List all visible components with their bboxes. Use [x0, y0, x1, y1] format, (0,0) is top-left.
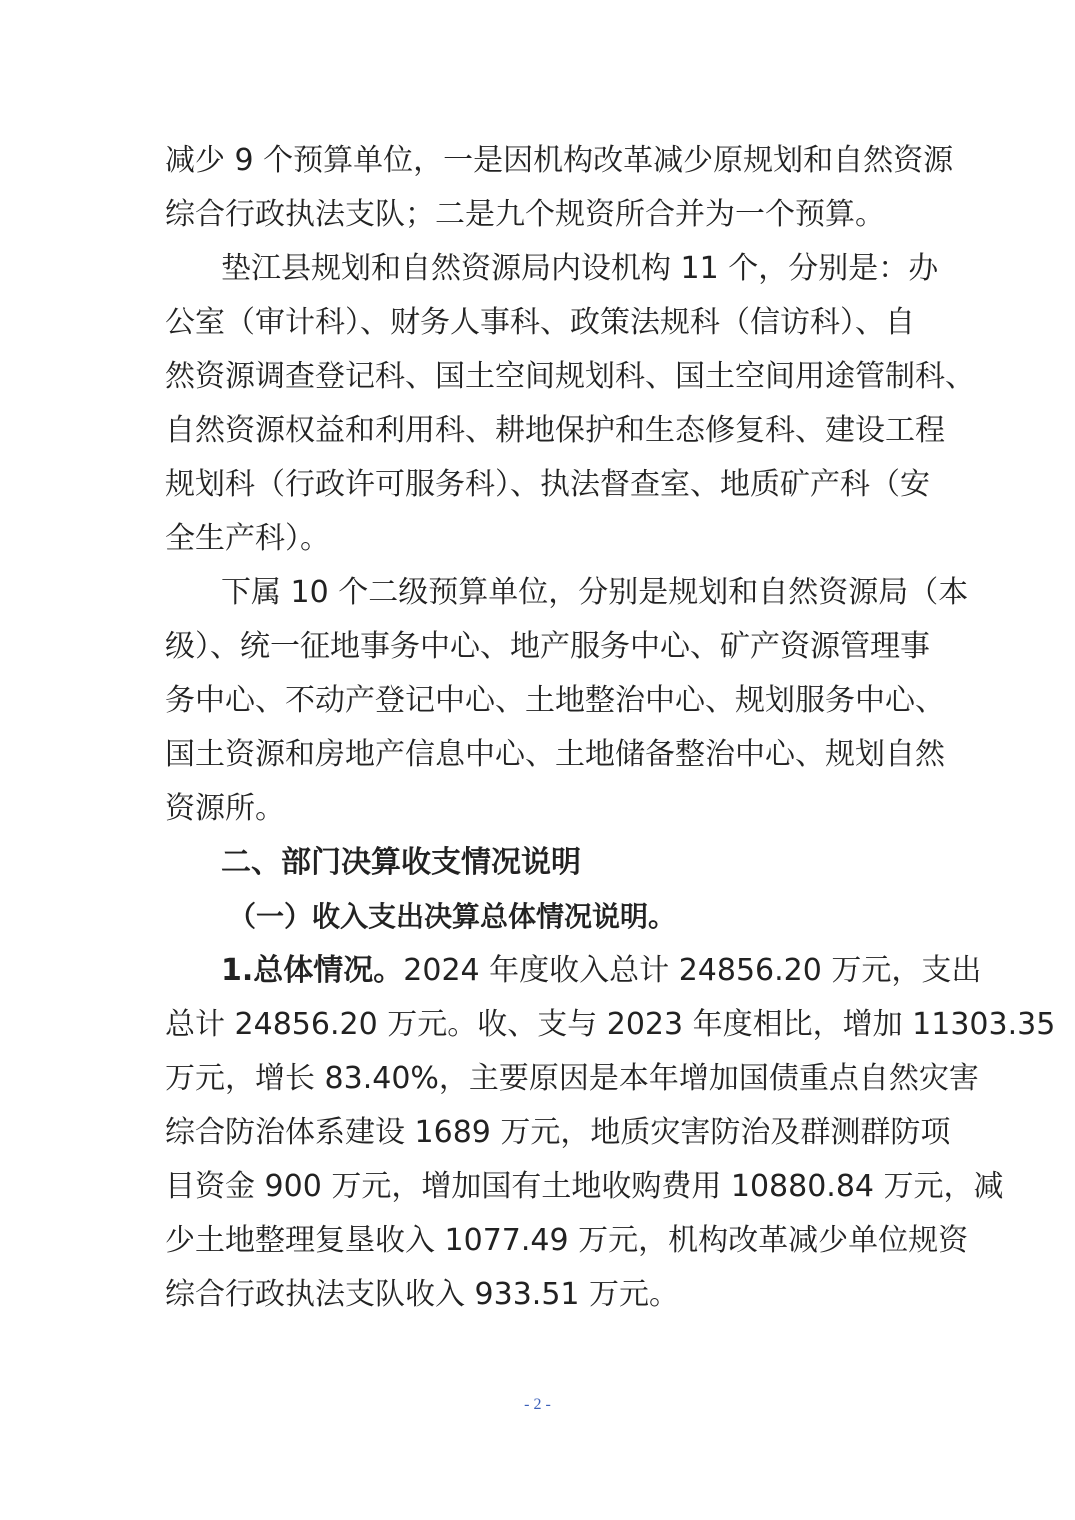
- body-text-line: 综合行政执法支队；二是九个规资所合并为一个预算。: [165, 197, 885, 232]
- body-text-line: 公室（审计科）、财务人事科、政策法规科（信访科）、自: [165, 305, 915, 340]
- body-text-line: 减少 9 个预算单位，一是因机构改革减少原规划和自然资源: [165, 143, 954, 178]
- body-text-line: 务中心、不动产登记中心、土地整治中心、规划服务中心、: [165, 683, 945, 718]
- body-text-line: 全生产科）。: [165, 521, 330, 556]
- section-heading: 二、部门决算收支情况说明: [221, 845, 581, 880]
- subsection-heading: （一）收入支出决算总体情况说明。: [228, 900, 677, 933]
- body-text-line: 级）、统一征地事务中心、地产服务中心、矿产资源管理事: [165, 629, 930, 664]
- body-text-line: 自然资源权益和利用科、耕地保护和生态修复科、建设工程: [165, 413, 945, 448]
- body-text-line: 规划科（行政许可服务科）、执法督查室、地质矿产科（安: [165, 467, 930, 502]
- body-text-line: 资源所。: [165, 791, 285, 826]
- body-text-line: 国土资源和房地产信息中心、土地储备整治中心、规划自然: [165, 737, 945, 772]
- body-text-line: 然资源调查登记科、国土空间规划科、国土空间用途管制科、: [165, 359, 975, 394]
- body-text-line: 下属 10 个二级预算单位，分别是规划和自然资源局（本: [221, 575, 969, 610]
- body-text-line: 目资金 900 万元，增加国有土地收购费用 10880.84 万元，减: [165, 1169, 1004, 1204]
- body-text-line: 综合行政执法支队收入 933.51 万元。: [165, 1277, 680, 1312]
- body-text-line: 总计 24856.20 万元。收、支与 2023 年度相比，增加 11303.35: [165, 1007, 1056, 1042]
- page-number: - 2 -: [524, 1396, 551, 1413]
- body-text-line: 垫江县规划和自然资源局内设机构 11 个，分别是：办: [221, 251, 939, 286]
- body-text-line: 少土地整理复垦收入 1077.49 万元，机构改革减少单位规资: [165, 1223, 969, 1258]
- body-text-span: 2024 年度收入总计 24856.20 万元，支出: [403, 953, 982, 988]
- body-text-line: [221, 952, 982, 990]
- body-text-line: 综合防治体系建设 1689 万元，地质灾害防治及群测群防项: [165, 1115, 951, 1150]
- paragraph-lead: 1.总体情况。: [221, 953, 404, 988]
- body-text-line: 万元，增长 83.40%，主要原因是本年增加国债重点自然灾害: [165, 1061, 979, 1096]
